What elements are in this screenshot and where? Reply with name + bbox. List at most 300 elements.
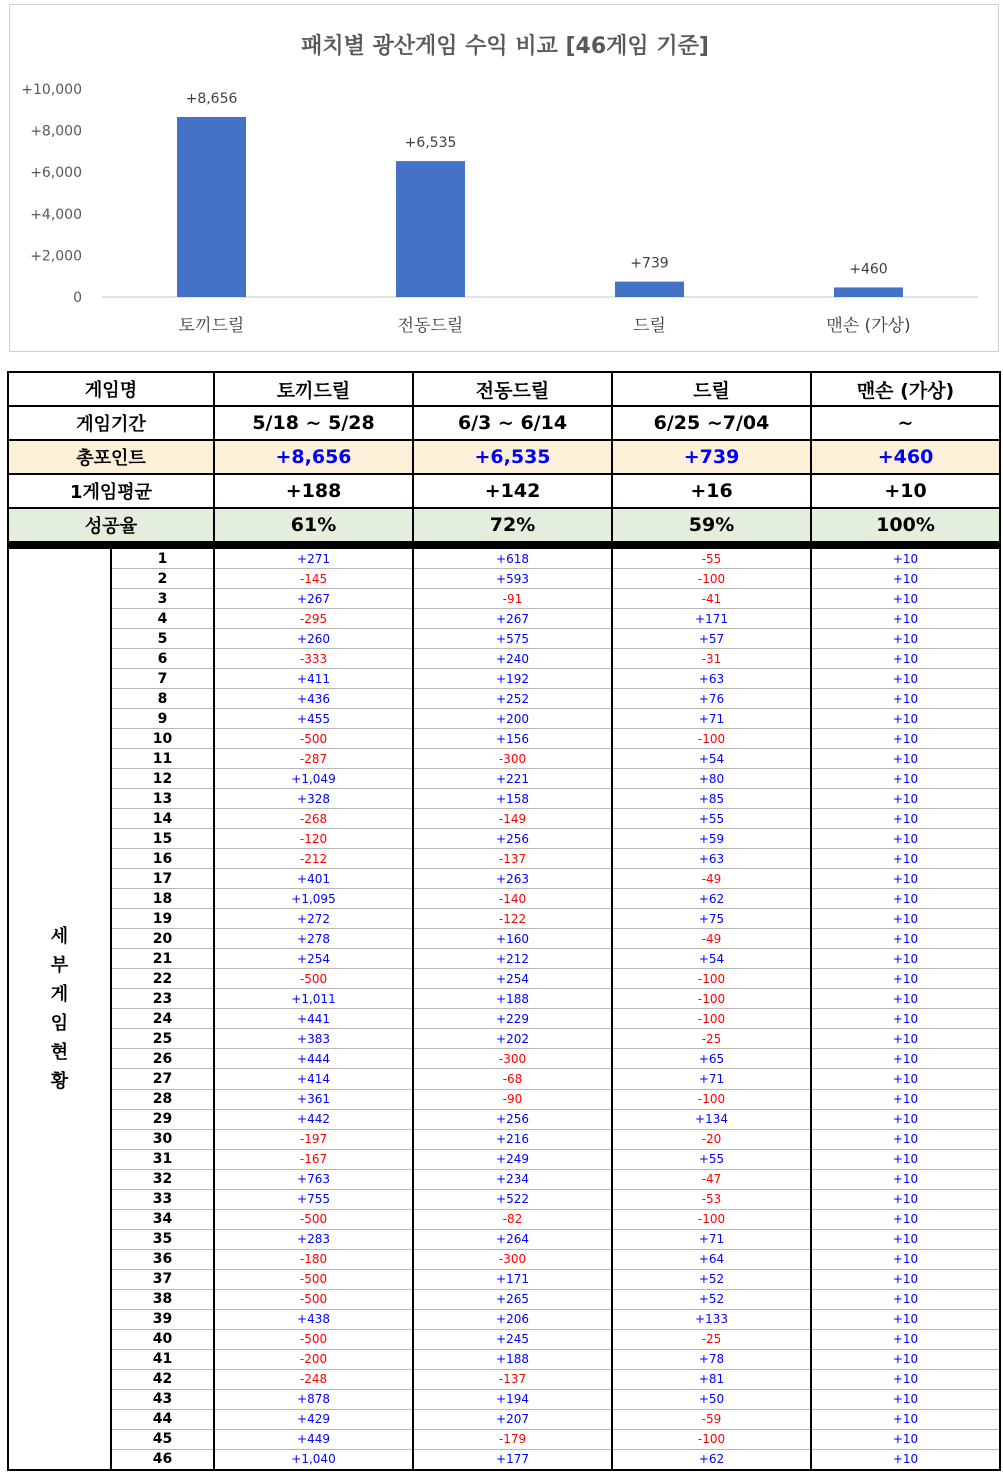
game-score: +575: [413, 629, 612, 649]
game-score: -300: [413, 1249, 612, 1269]
game-score: +171: [413, 1269, 612, 1289]
game-number: 37: [111, 1269, 214, 1289]
x-tick-label: 전동드릴: [397, 316, 464, 336]
game-score: +81: [612, 1369, 811, 1389]
table-row: [8, 1189, 1000, 1209]
header-label-total: 총포인트: [8, 440, 214, 474]
header-row-total: [8, 440, 1000, 474]
game-score: +271: [214, 549, 413, 569]
rate-4: 100%: [811, 508, 1000, 542]
game-score: -333: [214, 649, 413, 669]
bar: [615, 282, 684, 297]
game-number: 16: [111, 849, 214, 869]
game-score: +10: [811, 1449, 1000, 1470]
game-number: 19: [111, 909, 214, 929]
table-row: [8, 749, 1000, 769]
table-row: [8, 829, 1000, 849]
average-2: +142: [413, 474, 612, 508]
table-row: [8, 1029, 1000, 1049]
game-score: -300: [413, 1049, 612, 1069]
game-score: +10: [811, 1429, 1000, 1449]
game-results-table: [7, 371, 1001, 1471]
game-score: +207: [413, 1409, 612, 1429]
table-row: [8, 1249, 1000, 1269]
game-score: -31: [612, 649, 811, 669]
game-score: -82: [413, 1209, 612, 1229]
total-1: +8,656: [214, 440, 413, 474]
game-score: +522: [413, 1189, 612, 1209]
game-score: +449: [214, 1429, 413, 1449]
game-score: +264: [413, 1229, 612, 1249]
average-3: +16: [612, 474, 811, 508]
table-row: [8, 1009, 1000, 1029]
game-score: +10: [811, 769, 1000, 789]
game-score: +78: [612, 1349, 811, 1369]
game-score: +76: [612, 689, 811, 709]
game-score: -100: [612, 989, 811, 1009]
game-score: +10: [811, 809, 1000, 829]
period-4: ~: [811, 406, 1000, 440]
table-row: [8, 1049, 1000, 1069]
game-number: 10: [111, 729, 214, 749]
rate-2: 72%: [413, 508, 612, 542]
table-row: [8, 1309, 1000, 1329]
chart-canvas: [10, 5, 1000, 353]
game-score: +1,095: [214, 889, 413, 909]
game-score: +10: [811, 629, 1000, 649]
game-score: +10: [811, 869, 1000, 889]
game-score: +10: [811, 1309, 1000, 1329]
game-score: +10: [811, 1089, 1000, 1109]
game-score: +272: [214, 909, 413, 929]
game-number: 40: [111, 1329, 214, 1349]
game-score: +216: [413, 1129, 612, 1149]
game-score: -212: [214, 849, 413, 869]
game-score: +444: [214, 1049, 413, 1069]
game-score: +429: [214, 1409, 413, 1429]
game-score: +188: [413, 989, 612, 1009]
game-score: -140: [413, 889, 612, 909]
game-score: +52: [612, 1269, 811, 1289]
game-score: +438: [214, 1309, 413, 1329]
game-score: +85: [612, 789, 811, 809]
game-score: -248: [214, 1369, 413, 1389]
game-score: -500: [214, 1329, 413, 1349]
game-score: -200: [214, 1349, 413, 1369]
game-score: -120: [214, 829, 413, 849]
total-2: +6,535: [413, 440, 612, 474]
game-score: +234: [413, 1169, 612, 1189]
game-score: +156: [413, 729, 612, 749]
game-score: +10: [811, 609, 1000, 629]
table-row: [8, 1449, 1000, 1470]
game-score: -180: [214, 1249, 413, 1269]
game-score: +10: [811, 789, 1000, 809]
game-score: +455: [214, 709, 413, 729]
bar: [177, 117, 246, 297]
table-row: [8, 729, 1000, 749]
game-number: 26: [111, 1049, 214, 1069]
game-score: +10: [811, 1009, 1000, 1029]
game-score: +252: [413, 689, 612, 709]
game-score: +267: [413, 609, 612, 629]
table-row: [8, 889, 1000, 909]
game-score: -90: [413, 1089, 612, 1109]
game-score: -91: [413, 589, 612, 609]
game-score: -500: [214, 1209, 413, 1229]
table-row: [8, 769, 1000, 789]
game-score: -100: [612, 1429, 811, 1449]
header-label-period: 게임기간: [8, 406, 214, 440]
game-score: -100: [612, 1089, 811, 1109]
game-number: 3: [111, 589, 214, 609]
game-score: +10: [811, 949, 1000, 969]
average-1: +188: [214, 474, 413, 508]
game-score: +10: [811, 1409, 1000, 1429]
game-score: -500: [214, 1289, 413, 1309]
game-score: +763: [214, 1169, 413, 1189]
game-score: -122: [413, 909, 612, 929]
game-score: +441: [214, 1009, 413, 1029]
game-score: +10: [811, 649, 1000, 669]
game-number: 2: [111, 569, 214, 589]
game-score: +436: [214, 689, 413, 709]
table-row: [8, 569, 1000, 589]
table-row: [8, 929, 1000, 949]
header-label-rate: 성공율: [8, 508, 214, 542]
game-score: -53: [612, 1189, 811, 1209]
game-score: +10: [811, 1029, 1000, 1049]
game-number: 28: [111, 1089, 214, 1109]
game-score: +10: [811, 1289, 1000, 1309]
chart-title: 패치별 광산게임 수익 비교 [46게임 기준]: [301, 34, 709, 59]
game-score: +10: [811, 909, 1000, 929]
game-score: +10: [811, 569, 1000, 589]
table-row: [8, 849, 1000, 869]
game-score: +878: [214, 1389, 413, 1409]
table-row: [8, 789, 1000, 809]
game-number: 46: [111, 1449, 214, 1470]
game-score: +71: [612, 709, 811, 729]
table-row: [8, 609, 1000, 629]
table-row: [8, 869, 1000, 889]
table-row: [8, 1409, 1000, 1429]
header-row-period: [8, 406, 1000, 440]
game-score: +71: [612, 1069, 811, 1089]
game-score: +10: [811, 689, 1000, 709]
game-score: +245: [413, 1329, 612, 1349]
game-number: 18: [111, 889, 214, 909]
game-number: 11: [111, 749, 214, 769]
game-number: 27: [111, 1069, 214, 1089]
average-4: +10: [811, 474, 1000, 508]
game-score: +10: [811, 1369, 1000, 1389]
game-score: +593: [413, 569, 612, 589]
data-label: +6,535: [404, 135, 457, 152]
game-score: +57: [612, 629, 811, 649]
side-label-char: 부: [50, 955, 69, 977]
game-score: +249: [413, 1149, 612, 1169]
period-2: 6/3 ~ 6/14: [413, 406, 612, 440]
game-number: 9: [111, 709, 214, 729]
detail-side-label: [8, 549, 111, 1470]
separator-row: [8, 542, 1000, 549]
game-score: +54: [612, 749, 811, 769]
game-score: -100: [612, 1009, 811, 1029]
game-score: +328: [214, 789, 413, 809]
game-score: +80: [612, 769, 811, 789]
game-score: +278: [214, 929, 413, 949]
game-score: +256: [413, 829, 612, 849]
game-score: +50: [612, 1389, 811, 1409]
game-score: +361: [214, 1089, 413, 1109]
game-score: +55: [612, 809, 811, 829]
game-score: +133: [612, 1309, 811, 1329]
period-3: 6/25 ~7/04: [612, 406, 811, 440]
game-score: +10: [811, 989, 1000, 1009]
game-score: +240: [413, 649, 612, 669]
game-score: -25: [612, 1029, 811, 1049]
table-row: [8, 1089, 1000, 1109]
game-score: +10: [811, 1169, 1000, 1189]
game-number: 17: [111, 869, 214, 889]
side-label-char: 황: [50, 1071, 69, 1093]
game-score: +134: [612, 1109, 811, 1129]
table-row: [8, 1149, 1000, 1169]
game-score: +221: [413, 769, 612, 789]
table-row: [8, 1129, 1000, 1149]
game-score: +10: [811, 1349, 1000, 1369]
table-row: [8, 1069, 1000, 1089]
game-score: +10: [811, 1049, 1000, 1069]
table-row: [8, 629, 1000, 649]
y-tick-label: +6,000: [30, 165, 82, 182]
header-col-2: 전동드릴: [413, 372, 612, 406]
game-score: -100: [612, 1209, 811, 1229]
x-tick-label: 맨손 (가상): [826, 316, 911, 336]
game-score: +10: [811, 1109, 1000, 1129]
side-label-char: 세: [50, 926, 69, 948]
game-score: +1,011: [214, 989, 413, 1009]
game-score: +10: [811, 889, 1000, 909]
game-score: +71: [612, 1229, 811, 1249]
y-axis: [21, 82, 82, 306]
game-number: 20: [111, 929, 214, 949]
game-number: 14: [111, 809, 214, 829]
game-score: -68: [413, 1069, 612, 1089]
game-score: +194: [413, 1389, 612, 1409]
table-row: [8, 989, 1000, 1009]
game-score: -149: [413, 809, 612, 829]
table-row: [8, 1389, 1000, 1409]
game-score: +401: [214, 869, 413, 889]
table-row: [8, 1349, 1000, 1369]
game-score: +254: [214, 949, 413, 969]
data-label: +8,656: [185, 90, 238, 107]
game-score: +10: [811, 749, 1000, 769]
game-score: +265: [413, 1289, 612, 1309]
game-score: -100: [612, 729, 811, 749]
table-row: [8, 1329, 1000, 1349]
y-tick-label: +8,000: [30, 123, 82, 140]
table-row: [8, 669, 1000, 689]
table-row: [8, 589, 1000, 609]
game-number: 35: [111, 1229, 214, 1249]
game-score: +75: [612, 909, 811, 929]
game-score: +256: [413, 1109, 612, 1129]
game-score: +10: [811, 589, 1000, 609]
header-label-name: 게임명: [8, 372, 214, 406]
rate-3: 59%: [612, 508, 811, 542]
game-score: +229: [413, 1009, 612, 1029]
game-score: +52: [612, 1289, 811, 1309]
table-row: [8, 1209, 1000, 1229]
game-score: +63: [612, 669, 811, 689]
table-row: [8, 809, 1000, 829]
game-score: +10: [811, 1069, 1000, 1089]
game-score: -179: [413, 1429, 612, 1449]
game-score: +206: [413, 1309, 612, 1329]
game-score: +383: [214, 1029, 413, 1049]
table-row: [8, 1109, 1000, 1129]
game-score: +267: [214, 589, 413, 609]
header-col-1: 토끼드릴: [214, 372, 413, 406]
game-score: -59: [612, 1409, 811, 1429]
game-number: 39: [111, 1309, 214, 1329]
y-tick-label: +10,000: [21, 82, 82, 98]
game-score: +10: [811, 1249, 1000, 1269]
total-4: +460: [811, 440, 1000, 474]
game-score: +10: [811, 1389, 1000, 1409]
game-number: 30: [111, 1129, 214, 1149]
game-score: +212: [413, 949, 612, 969]
game-score: -100: [612, 969, 811, 989]
game-score: -20: [612, 1129, 811, 1149]
bar: [396, 161, 465, 297]
data-label: +739: [630, 255, 669, 272]
game-score: +1,040: [214, 1449, 413, 1470]
game-score: +283: [214, 1229, 413, 1249]
game-number: 25: [111, 1029, 214, 1049]
game-score: +411: [214, 669, 413, 689]
game-score: +10: [811, 849, 1000, 869]
game-score: +62: [612, 889, 811, 909]
game-score: +10: [811, 549, 1000, 569]
bar: [834, 287, 903, 297]
game-number: 4: [111, 609, 214, 629]
game-score: -197: [214, 1129, 413, 1149]
game-score: -25: [612, 1329, 811, 1349]
game-score: +755: [214, 1189, 413, 1209]
game-number: 15: [111, 829, 214, 849]
header-row-name: [8, 372, 1000, 406]
game-score: +54: [612, 949, 811, 969]
game-number: 23: [111, 989, 214, 1009]
game-score: +64: [612, 1249, 811, 1269]
game-number: 1: [111, 549, 214, 569]
game-score: +10: [811, 1149, 1000, 1169]
game-score: -41: [612, 589, 811, 609]
game-number: 38: [111, 1289, 214, 1309]
game-score: +10: [811, 1129, 1000, 1149]
rate-1: 61%: [214, 508, 413, 542]
game-score: +171: [612, 609, 811, 629]
game-number: 31: [111, 1149, 214, 1169]
game-number: 32: [111, 1169, 214, 1189]
header-col-4: 맨손 (가상): [811, 372, 1000, 406]
side-label-char: 게: [50, 984, 69, 1006]
game-score: +62: [612, 1449, 811, 1470]
game-score: +65: [612, 1049, 811, 1069]
table-row: [8, 1369, 1000, 1389]
bar-chart: [9, 4, 999, 352]
table-row: [8, 1429, 1000, 1449]
table-row: [8, 1169, 1000, 1189]
game-number: 36: [111, 1249, 214, 1269]
game-number: 45: [111, 1429, 214, 1449]
game-score: -49: [612, 929, 811, 949]
header-label-average: 1게임평균: [8, 474, 214, 508]
game-score: -137: [413, 1369, 612, 1389]
game-score: -47: [612, 1169, 811, 1189]
game-score: -145: [214, 569, 413, 589]
game-score: -100: [612, 569, 811, 589]
side-label-char: 현: [50, 1042, 69, 1064]
period-1: 5/18 ~ 5/28: [214, 406, 413, 440]
game-score: +10: [811, 1329, 1000, 1349]
game-score: +59: [612, 829, 811, 849]
game-number: 29: [111, 1109, 214, 1129]
bar-series: [177, 91, 903, 297]
game-score: -49: [612, 869, 811, 889]
y-tick-label: 0: [73, 290, 82, 306]
game-number: 12: [111, 769, 214, 789]
game-score: +160: [413, 929, 612, 949]
game-score: -300: [413, 749, 612, 769]
header-row-average: [8, 474, 1000, 508]
game-score: +254: [413, 969, 612, 989]
game-number: 8: [111, 689, 214, 709]
game-number: 21: [111, 949, 214, 969]
game-score: +10: [811, 1269, 1000, 1289]
x-axis: [179, 315, 911, 336]
table-row: [8, 549, 1000, 569]
game-number: 7: [111, 669, 214, 689]
game-score: +10: [811, 1189, 1000, 1209]
y-tick-label: +4,000: [30, 206, 82, 223]
game-number: 13: [111, 789, 214, 809]
game-score: +10: [811, 929, 1000, 949]
game-score: +188: [413, 1349, 612, 1369]
table-row: [8, 689, 1000, 709]
game-number: 44: [111, 1409, 214, 1429]
game-number: 24: [111, 1009, 214, 1029]
game-number: 43: [111, 1389, 214, 1409]
game-score: +192: [413, 669, 612, 689]
game-score: +10: [811, 969, 1000, 989]
game-number: 41: [111, 1349, 214, 1369]
game-number: 42: [111, 1369, 214, 1389]
game-score: +10: [811, 669, 1000, 689]
table-row: [8, 1229, 1000, 1249]
game-score: -500: [214, 969, 413, 989]
game-number: 6: [111, 649, 214, 669]
data-label: +460: [849, 261, 888, 278]
table-row: [8, 1269, 1000, 1289]
game-number: 33: [111, 1189, 214, 1209]
game-score: -295: [214, 609, 413, 629]
table-row: [8, 909, 1000, 929]
